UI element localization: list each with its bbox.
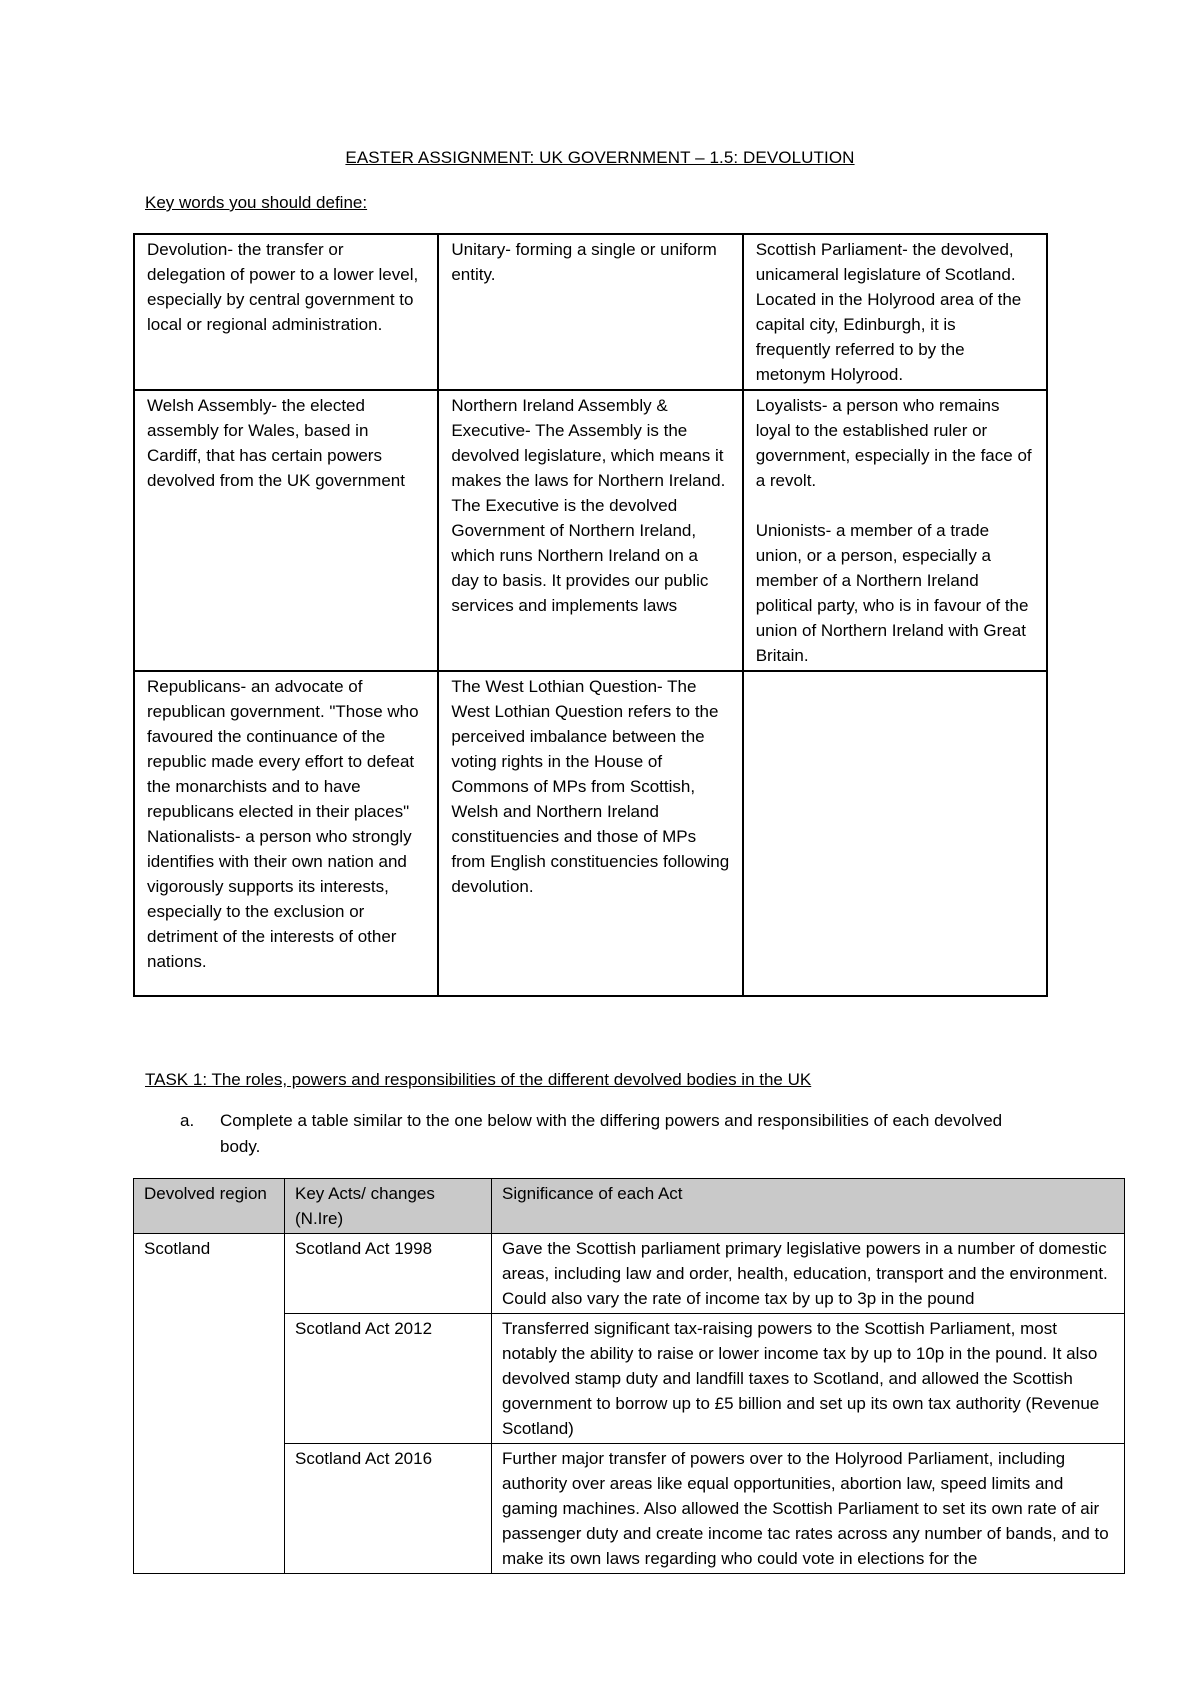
table-cell: [438, 234, 742, 390]
table-row: [134, 1234, 1125, 1314]
table-row: [134, 234, 1047, 390]
keywords-heading: Key words you should define:: [145, 193, 368, 212]
table-cell: [134, 234, 438, 390]
definition-unionists: Unionists- a member of a trade union, or a person, especially a member of a Northern Ireland political party, who is in favour of the union of Northern Ireland with Great Britain.: [755, 521, 1029, 665]
definition-scottish-parliament: Scottish Parliament- the devolved, unicameral legislature of Scotland. Located in the Holyrood area of the capital city, Edinburgh, it is frequently referred to by the metonym Holyrood.: [755, 240, 1022, 384]
act-significance: Further major transfer of powers over to the Holyrood Parliament, including authority over areas like equal opportunities, abortion law, speed limits and gaming machines. Also allowed the Scottish Parliament to set its own rate of air passenger duty and create income tac rates across any number of bands, and to make its own laws regarding who could vote in elections for the: [492, 1444, 1125, 1574]
list-label: a.: [180, 1111, 195, 1130]
table-cell: [438, 671, 742, 996]
task1-instruction: [180, 1108, 1030, 1160]
definition-loyalists: Loyalists- a person who remains loyal to the established ruler or government, especially in the face of a revolt.: [755, 396, 1032, 490]
definition-welsh-assembly: Welsh Assembly- the elected assembly for Wales, based in Cardiff, that has certain powers devolved from the UK government: [147, 396, 405, 490]
act-significance: Transferred significant tax-raising powers to the Scottish Parliament, most notably the ability to raise or lower income tax by up to 10p in the pound. It also devolved stamp duty and landfill taxes to Scotland, and allowed the Scottish government to borrow up to £5 billion and set up its own tax authority (Revenue Scotland): [492, 1314, 1125, 1444]
table-cell: [134, 671, 438, 996]
table-cell: [743, 390, 1047, 671]
definition-devolution: Devolution- the transfer or delegation of power to a lower level, especially by central government to local or regional administration.: [147, 240, 419, 334]
header-significance: Significance of each Act: [492, 1179, 1125, 1234]
definition-nationalists: Nationalists- a person who strongly identifies with their own nation and vigorously supports its interests, especially to the exclusion or detriment of the interests of other nations.: [147, 827, 412, 971]
definition-west-lothian: The West Lothian Question- The West Lothian Question refers to the perceived imbalance between the voting rights in the House of Commons of MPs from Scottish, Welsh and Northern Ireland constituencies and those of MPs from English constituencies following devolution.: [451, 677, 730, 896]
task1-heading: TASK 1: The roles, powers and responsibilities of the different devolved bodies in the UK: [145, 1070, 812, 1089]
page-title: EASTER ASSIGNMENT: UK GOVERNMENT – 1.5: DEVOLUTION: [345, 148, 855, 167]
act-name: Scotland Act 2012: [285, 1314, 492, 1444]
act-name: Scotland Act 2016: [285, 1444, 492, 1574]
powers-table: [133, 1178, 1125, 1574]
table-row: [134, 671, 1047, 996]
table-cell: [743, 234, 1047, 390]
instruction-text: Complete a table similar to the one below with the differing powers and responsibilities of each devolved body.: [220, 1111, 1003, 1156]
definition-ni-assembly: Northern Ireland Assembly & Executive- The Assembly is the devolved legislature, which means it makes the laws for Northern Ireland. The Executive is the devolved Government of Northern Ireland, which runs Northern Ireland on a day to basis. It provides our public services and implements laws: [451, 396, 726, 615]
region-cell: Scotland: [134, 1234, 285, 1574]
act-significance: Gave the Scottish parliament primary legislative powers in a number of domestic areas, including law and order, health, education, transport and the environment. Could also vary the rate of income tax by up to 3p in the pound: [492, 1234, 1125, 1314]
table-row: [134, 390, 1047, 671]
header-key-acts: Key Acts/ changes (N.Ire): [285, 1179, 492, 1234]
header-devolved-region: Devolved region: [134, 1179, 285, 1234]
table-cell: [438, 390, 742, 671]
table-cell-empty: [743, 671, 1047, 996]
act-name: Scotland Act 1998: [285, 1234, 492, 1314]
definition-unitary: Unitary- forming a single or uniform entity.: [451, 240, 717, 284]
definition-republicans: Republicans- an advocate of republican government. "Those who favoured the continuance of the republic made every effort to defeat the monarchists and to have republicans elected in their places": [147, 677, 419, 821]
keywords-table: [133, 233, 1048, 997]
table-header-row: [134, 1179, 1125, 1234]
table-cell: [134, 390, 438, 671]
